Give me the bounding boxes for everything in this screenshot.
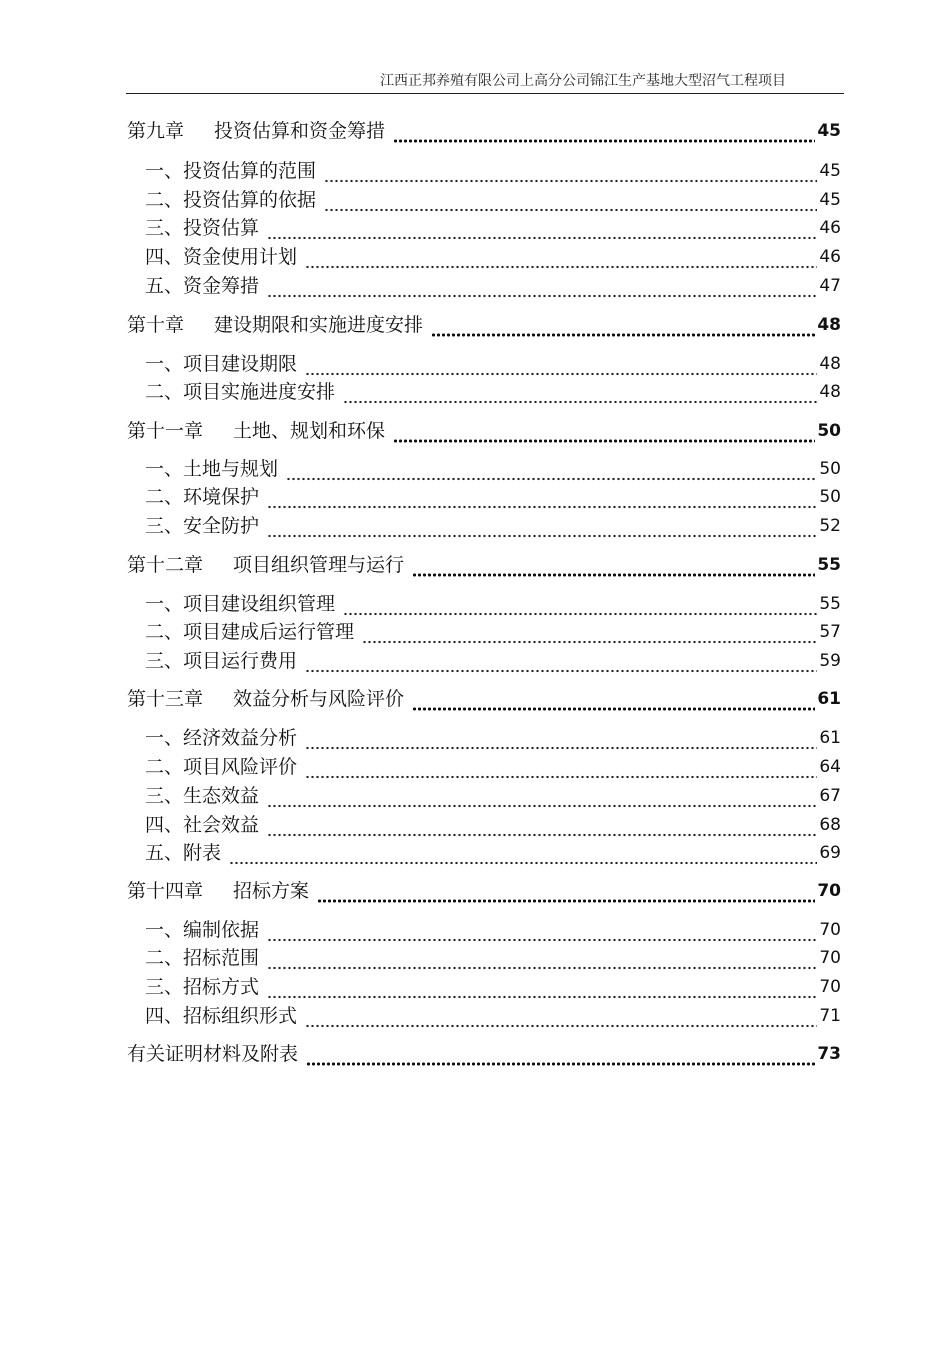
toc-entry-label <box>145 813 259 837</box>
toc-entry-label <box>145 485 259 509</box>
toc-section-row[interactable] <box>145 485 841 509</box>
toc-entry-title: 项目组织管理与运行 <box>233 554 405 576</box>
toc-page-number: 50 <box>817 421 841 441</box>
toc-chapter-row[interactable] <box>127 879 841 903</box>
toc-section-row[interactable] <box>145 216 841 240</box>
toc-entry-number: 一、 <box>145 353 184 375</box>
toc-entry-number: 一、 <box>145 727 184 749</box>
toc-entry-number: 四、 <box>145 246 184 268</box>
toc-entry-label <box>145 159 316 183</box>
toc-entry-label <box>145 1004 297 1028</box>
toc-section-row[interactable] <box>145 245 841 269</box>
toc-leader-dots <box>412 691 815 711</box>
toc-entry-title: 编制依据 <box>183 919 260 941</box>
toc-entry-number: 三、 <box>145 785 184 807</box>
toc-leader-dots <box>306 1046 815 1066</box>
toc-entry-label <box>145 620 354 644</box>
toc-entry-title: 投资估算和资金筹措 <box>214 120 386 142</box>
toc-page-number: 50 <box>819 487 841 507</box>
toc-section-row[interactable] <box>145 457 841 481</box>
toc-entry-title: 招标范围 <box>183 947 260 969</box>
toc-leader-dots <box>362 624 817 644</box>
toc-leader-dots <box>324 163 817 183</box>
toc-leader-dots <box>324 192 817 212</box>
toc-page-number: 47 <box>819 276 841 296</box>
toc-page-number: 71 <box>819 1006 841 1026</box>
toc-section-row[interactable] <box>145 813 841 837</box>
toc-entry-title: 生态效益 <box>183 785 260 807</box>
toc-section-row[interactable] <box>145 188 841 212</box>
toc-entry-label <box>145 975 259 999</box>
toc-entry-label <box>145 726 297 750</box>
toc-entry-number: 五、 <box>145 842 184 864</box>
toc-leader-dots <box>393 123 815 143</box>
toc-entry-label <box>145 649 297 673</box>
toc-entry-title: 附表 <box>183 842 222 864</box>
toc-page-number: 50 <box>819 459 841 479</box>
toc-entry-title: 招标方式 <box>183 976 260 998</box>
toc-page-number: 45 <box>817 121 841 141</box>
toc-entry-title: 项目风险评价 <box>183 756 298 778</box>
toc-entry-label <box>127 419 385 443</box>
toc-entry-label <box>145 784 259 808</box>
toc-entry-label <box>127 687 404 711</box>
toc-entry-label <box>127 119 385 143</box>
toc-entry-title: 资金筹措 <box>183 275 260 297</box>
toc-section-row[interactable] <box>145 592 841 616</box>
toc-page-number: 45 <box>819 161 841 181</box>
toc-leader-dots <box>393 423 815 443</box>
toc-leader-dots <box>286 461 817 481</box>
toc-leader-dots <box>343 596 817 616</box>
toc-entry-title: 资金使用计划 <box>183 246 298 268</box>
toc-page-number: 48 <box>817 315 841 335</box>
toc-entry-number: 一、 <box>145 458 184 480</box>
toc-leader-dots <box>267 922 817 942</box>
toc-page-number: 70 <box>817 881 841 901</box>
toc-entry-title: 投资估算的依据 <box>183 189 317 211</box>
toc-chapter-row[interactable] <box>127 419 841 443</box>
toc-entry-title: 社会效益 <box>183 814 260 836</box>
toc-entry-label <box>145 841 221 865</box>
toc-entry-number: 第十一章 <box>127 420 204 442</box>
toc-page-number: 70 <box>819 920 841 940</box>
toc-entry-number: 一、 <box>145 160 184 182</box>
toc-entry-title: 土地、规划和环保 <box>233 420 386 442</box>
toc-leader-dots <box>267 518 817 538</box>
toc-entry-number: 四、 <box>145 814 184 836</box>
toc-leader-dots <box>267 220 817 240</box>
toc-page-number: 59 <box>819 651 841 671</box>
header-title: 江西正邦养殖有限公司上高分公司锦江生产基地大型沼气工程项目 <box>380 73 786 89</box>
toc-page-number: 55 <box>817 555 841 575</box>
toc-section-row[interactable] <box>145 159 841 183</box>
toc-entry-number: 第九章 <box>127 120 185 142</box>
toc-page-number: 70 <box>819 948 841 968</box>
toc-section-row[interactable] <box>145 649 841 673</box>
toc-page-number: 46 <box>819 247 841 267</box>
toc-leader-dots <box>267 817 817 837</box>
toc-section-row[interactable] <box>145 726 841 750</box>
toc-entry-label <box>145 946 259 970</box>
toc-leader-dots <box>305 356 817 376</box>
toc-entry-number: 二、 <box>145 947 184 969</box>
toc-entry-label <box>145 755 297 779</box>
toc-page-number: 64 <box>819 757 841 777</box>
toc-entry-label <box>145 380 335 404</box>
toc-entry-number: 二、 <box>145 756 184 778</box>
toc-section-row[interactable] <box>145 755 841 779</box>
toc-entry-label <box>127 313 423 337</box>
toc-entry-title: 环境保护 <box>183 486 260 508</box>
toc-leader-dots <box>317 883 815 903</box>
toc-entry-number: 三、 <box>145 217 184 239</box>
toc-page-number: 69 <box>819 843 841 863</box>
toc-page-number: 48 <box>819 382 841 402</box>
toc-entry-title: 土地与规划 <box>183 458 279 480</box>
toc-entry-title: 项目建成后运行管理 <box>183 621 355 643</box>
toc-section-row[interactable] <box>145 1004 841 1028</box>
toc-page-number: 73 <box>817 1044 841 1064</box>
toc-leader-dots <box>229 845 817 865</box>
toc-entry-number: 三、 <box>145 650 184 672</box>
toc-leader-dots <box>343 384 817 404</box>
toc-entry-label <box>127 553 404 577</box>
toc-leader-dots <box>305 730 817 750</box>
toc-entry-number: 二、 <box>145 381 184 403</box>
toc-section-row[interactable] <box>145 784 841 808</box>
toc-leader-dots <box>305 653 817 673</box>
toc-section-row[interactable] <box>145 975 841 999</box>
toc-leader-dots <box>305 759 817 779</box>
toc-entry-number: 二、 <box>145 189 184 211</box>
toc-leader-dots <box>305 249 817 269</box>
toc-entry-title: 安全防护 <box>183 515 260 537</box>
toc-section-row[interactable] <box>145 620 841 644</box>
toc-entry-number: 五、 <box>145 275 184 297</box>
toc-entry-number: 第十三章 <box>127 688 204 710</box>
toc-entry-number: 二、 <box>145 621 184 643</box>
toc-entry-label <box>145 245 297 269</box>
toc-entry-number: 一、 <box>145 919 184 941</box>
toc-leader-dots <box>267 788 817 808</box>
toc-entry-title: 项目建设期限 <box>183 353 298 375</box>
toc-chapter-row[interactable] <box>127 687 841 711</box>
toc-entry-title: 投资估算 <box>183 217 260 239</box>
toc-entry-number: 第十四章 <box>127 880 204 902</box>
toc-page-number: 61 <box>819 728 841 748</box>
toc-page-number: 67 <box>819 786 841 806</box>
toc-page-number: 57 <box>819 622 841 642</box>
toc-section-row[interactable] <box>145 380 841 404</box>
toc-leader-dots <box>412 557 815 577</box>
toc-entry-title: 经济效益分析 <box>183 727 298 749</box>
toc-chapter-row[interactable] <box>127 313 841 337</box>
toc-section-row[interactable] <box>145 841 841 865</box>
toc-entry-number: 三、 <box>145 515 184 537</box>
toc-entry-label <box>127 879 309 903</box>
page-header <box>126 70 844 94</box>
toc-chapter-row[interactable] <box>127 553 841 577</box>
toc-entry-label <box>145 514 259 538</box>
toc-section-row[interactable] <box>145 352 841 376</box>
toc-entry-label <box>145 216 259 240</box>
toc-chapter-row[interactable] <box>127 1042 841 1066</box>
toc-section-row[interactable] <box>145 918 841 942</box>
toc-leader-dots <box>267 979 817 999</box>
toc-entry-label <box>145 918 259 942</box>
toc-entry-label <box>145 188 316 212</box>
toc-entry-title: 项目实施进度安排 <box>183 381 336 403</box>
toc-entry-label <box>127 1042 298 1066</box>
toc-page-number: 55 <box>819 594 841 614</box>
toc-leader-dots <box>267 489 817 509</box>
toc-entry-label <box>145 592 335 616</box>
toc-entry-number: 第十章 <box>127 314 185 336</box>
toc-section-row[interactable] <box>145 946 841 970</box>
toc-chapter-row[interactable] <box>127 119 841 143</box>
toc-entry-title: 投资估算的范围 <box>183 160 317 182</box>
toc-entry-title: 项目运行费用 <box>183 650 298 672</box>
toc-page-number: 61 <box>817 689 841 709</box>
toc-entry-label <box>145 457 278 481</box>
toc-entry-title: 有关证明材料及附表 <box>127 1043 299 1065</box>
toc-entry-title: 招标组织形式 <box>183 1005 298 1027</box>
toc-entry-label <box>145 352 297 376</box>
toc-entry-label <box>145 274 259 298</box>
toc-entry-title: 建设期限和实施进度安排 <box>214 314 424 336</box>
toc-leader-dots <box>305 1008 817 1028</box>
toc-entry-number: 四、 <box>145 1005 184 1027</box>
toc-leader-dots <box>267 950 817 970</box>
toc-entry-number: 第十二章 <box>127 554 204 576</box>
toc-section-row[interactable] <box>145 514 841 538</box>
toc-page-number: 45 <box>819 190 841 210</box>
toc-entry-number: 三、 <box>145 976 184 998</box>
toc-page-number: 52 <box>819 516 841 536</box>
toc-entry-title: 项目建设组织管理 <box>183 593 336 615</box>
toc-entry-number: 一、 <box>145 593 184 615</box>
toc-section-row[interactable] <box>145 274 841 298</box>
toc-page-number: 48 <box>819 354 841 374</box>
toc-leader-dots <box>431 317 815 337</box>
toc-page-number: 46 <box>819 218 841 238</box>
toc-page-number: 70 <box>819 977 841 997</box>
toc-entry-title: 招标方案 <box>233 880 310 902</box>
toc-entry-title: 效益分析与风险评价 <box>233 688 405 710</box>
toc-page-number: 68 <box>819 815 841 835</box>
toc-leader-dots <box>267 278 817 298</box>
toc-entry-number: 二、 <box>145 486 184 508</box>
